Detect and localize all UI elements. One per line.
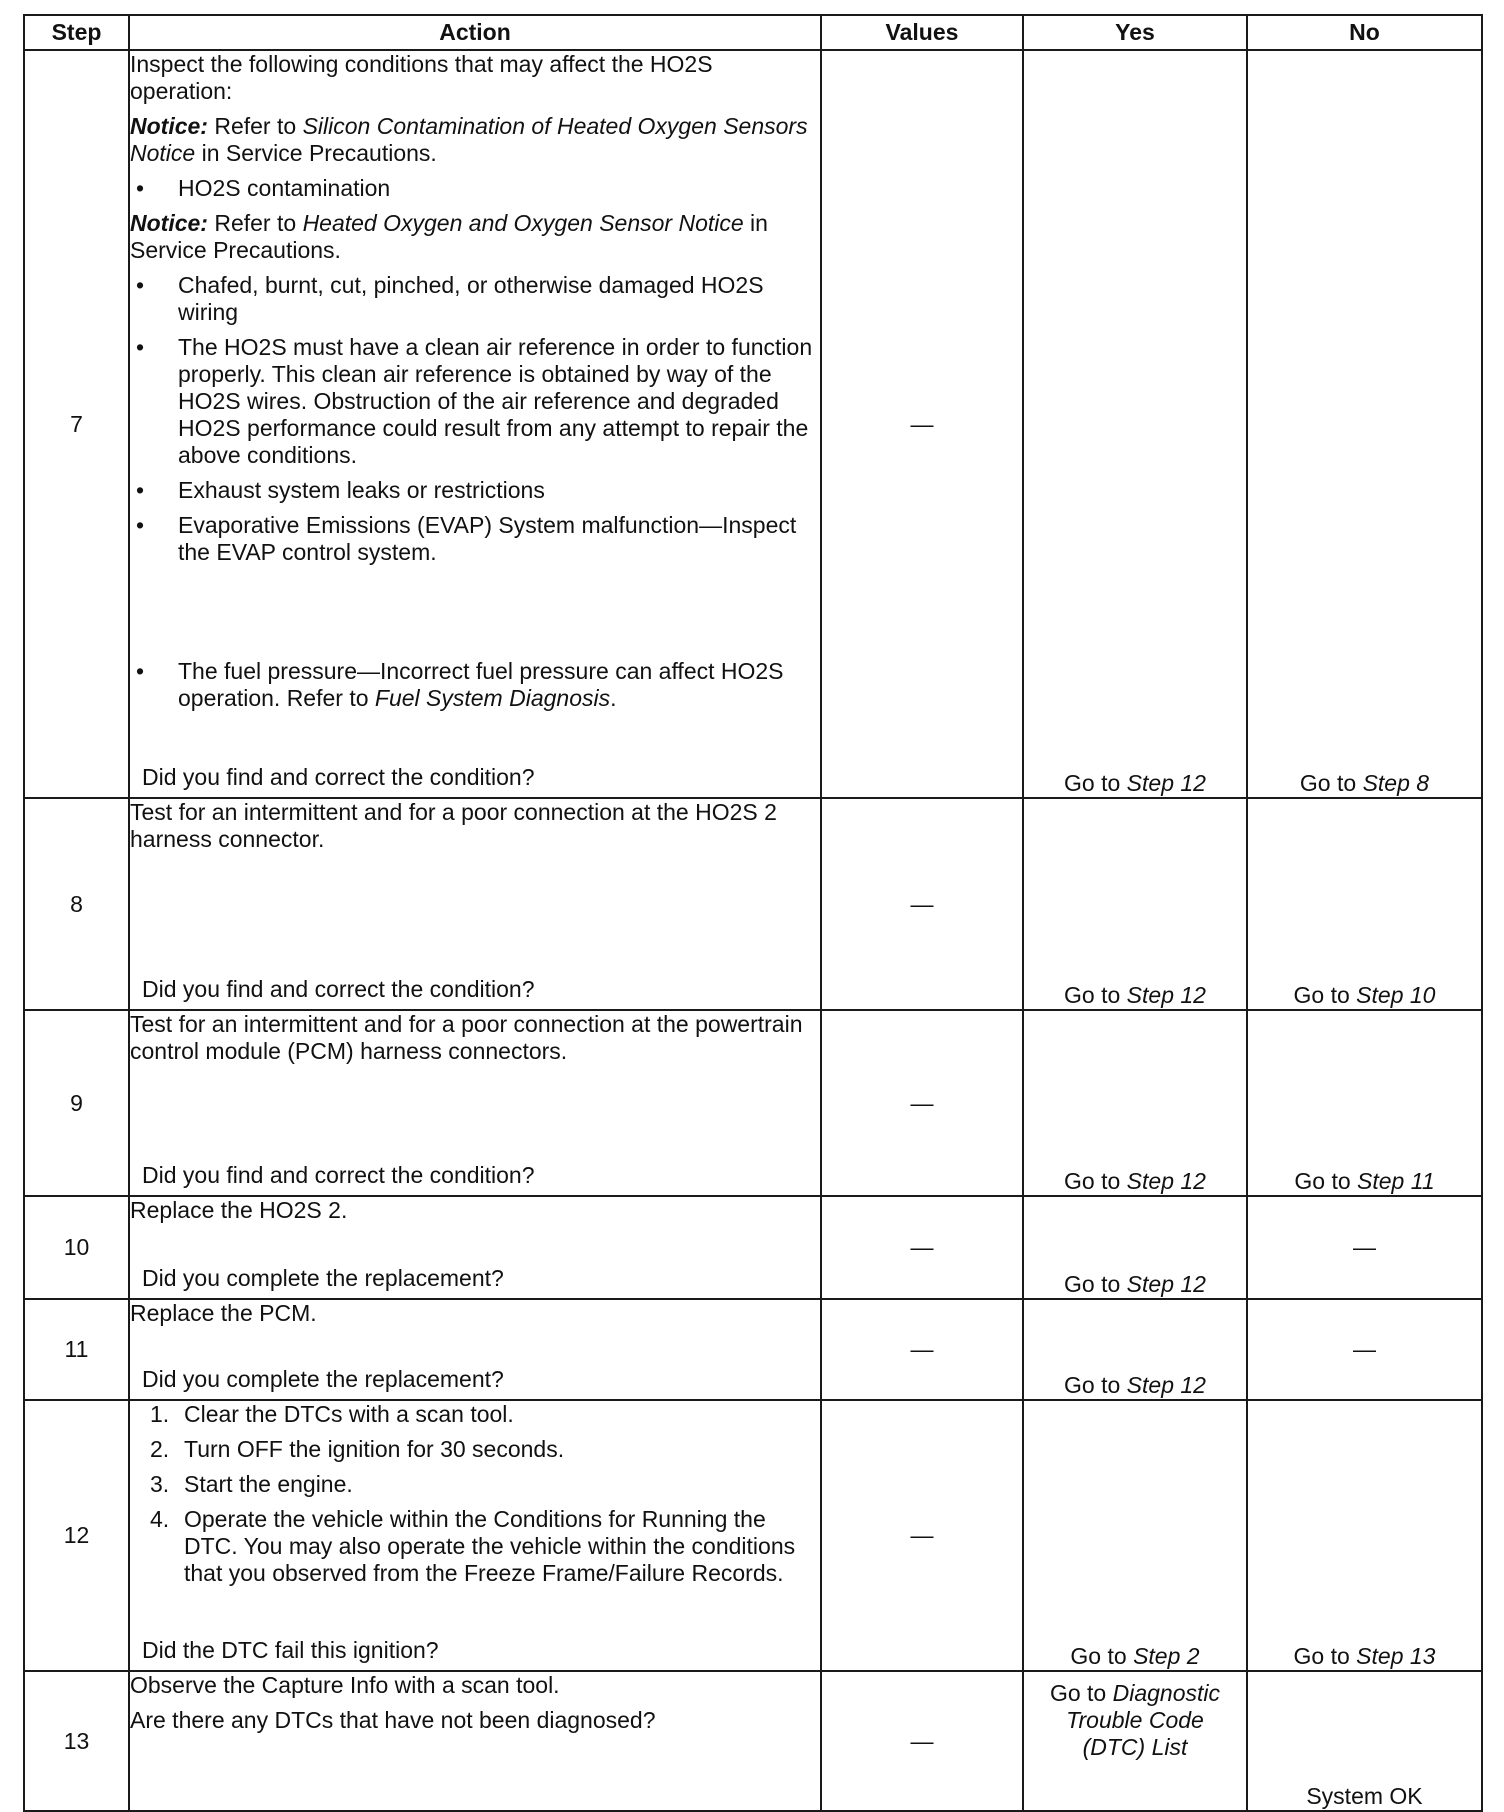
action-text: Replace the PCM. [130,1300,317,1326]
notice: Notice: Refer to Heated Oxygen and Oxygen Sensor Notice in Service Precautions. [130,210,768,263]
yes-cell: Go to Step 12 [1023,50,1247,798]
list-item: 4. Operate the vehicle within the Conditions for Running the DTC. You may also operate the vehicle within the conditions that you observed from the Freeze Frame/Failure Records. [150,1506,796,1586]
list-item: • The fuel pressure—Incorrect fuel pressure can affect HO2S operation. Refer to Fuel System Diagnosis. [136,658,784,711]
step-number: 7 [24,50,129,798]
action-cell [129,1671,821,1811]
list-item: • Chafed, burnt, cut, pinched, or otherwise damaged HO2S wiring [136,272,764,325]
no-cell: Go to Step 11 [1247,1010,1482,1196]
table-row-step-7 [24,50,1482,798]
values-cell: — [821,1400,1023,1671]
action-cell [129,798,821,1010]
values-cell: — [821,1671,1023,1811]
no-cell: Go to Step 13 [1247,1400,1482,1671]
action-text: Test for an intermittent and for a poor connection at the powertrain control module (PCM) harness connectors. [130,1011,803,1064]
action-cell [129,1196,821,1299]
yes-cell: Go to Step 2 [1023,1400,1247,1671]
notice: Notice: Refer to Silicon Contamination of Heated Oxygen Sensors Notice in Service Precautions. [130,113,808,166]
table-row-step-10 [24,1196,1482,1299]
diagnostic-table [23,14,1483,1812]
no-cell: Go to Step 8 [1247,50,1482,798]
step-number: 8 [24,798,129,1010]
values-cell: — [821,1299,1023,1400]
table-header-row [24,15,1482,50]
step-number: 12 [24,1400,129,1671]
list-item: • Evaporative Emissions (EVAP) System malfunction—Inspect the EVAP control system. [136,512,797,565]
yes-cell: Go to Step 12 [1023,1299,1247,1400]
no-cell: System OK [1247,1671,1482,1811]
list-item: 1. Clear the DTCs with a scan tool. [150,1401,514,1427]
header-action: Action [129,15,821,50]
list-item: • The HO2S must have a clean air reference in order to function properly. This clean air reference is obtained by way of the HO2S wires. Obstruction of the air reference and degraded HO2S performance could result from any attempt to repair the above conditions. [136,334,813,468]
table-row-step-13 [24,1671,1482,1811]
no-cell: — [1247,1299,1482,1400]
list-item: 2. Turn OFF the ignition for 30 seconds. [150,1436,565,1462]
no-cell: Go to Step 10 [1247,798,1482,1010]
values-cell: — [821,1010,1023,1196]
table-row-step-9 [24,1010,1482,1196]
list-item: • Exhaust system leaks or restrictions [136,477,545,503]
action-question: Did you complete the replacement? [142,1366,504,1392]
header-step: Step [24,15,129,50]
yes-cell: Go to Diagnostic Trouble Code (DTC) List [1023,1671,1247,1811]
values-cell: — [821,1196,1023,1299]
step-number: 11 [24,1299,129,1400]
no-cell: — [1247,1196,1482,1299]
table-row-step-11 [24,1299,1482,1400]
action-question: Are there any DTCs that have not been diagnosed? [130,1707,656,1733]
action-cell [129,50,821,798]
header-values: Values [821,15,1023,50]
step-number: 9 [24,1010,129,1196]
action-question: Did the DTC fail this ignition? [142,1637,439,1663]
step-number: 10 [24,1196,129,1299]
action-cell [129,1010,821,1196]
action-text: Observe the Capture Info with a scan tool. [130,1672,560,1698]
action-text: Test for an intermittent and for a poor connection at the HO2S 2 harness connector. [130,799,777,852]
header-yes: Yes [1023,15,1247,50]
table-row-step-8 [24,798,1482,1010]
action-cell [129,1299,821,1400]
action-question: Did you find and correct the condition? [142,976,535,1002]
table-row-step-12 [24,1400,1482,1671]
action-question: Did you find and correct the condition? [142,1162,535,1188]
yes-cell: Go to Step 12 [1023,798,1247,1010]
header-no: No [1247,15,1482,50]
step-number: 13 [24,1671,129,1811]
action-text: Replace the HO2S 2. [130,1197,348,1223]
values-cell: — [821,50,1023,798]
action-intro: Inspect the following conditions that may affect the HO2S operation: [130,51,713,104]
action-question: Did you complete the replacement? [142,1265,504,1291]
values-cell: — [821,798,1023,1010]
yes-cell: Go to Step 12 [1023,1196,1247,1299]
action-question: Did you find and correct the condition? [142,764,535,790]
action-cell [129,1400,821,1671]
list-item: • HO2S contamination [136,175,391,201]
list-item: 3. Start the engine. [150,1471,353,1497]
yes-cell: Go to Step 12 [1023,1010,1247,1196]
